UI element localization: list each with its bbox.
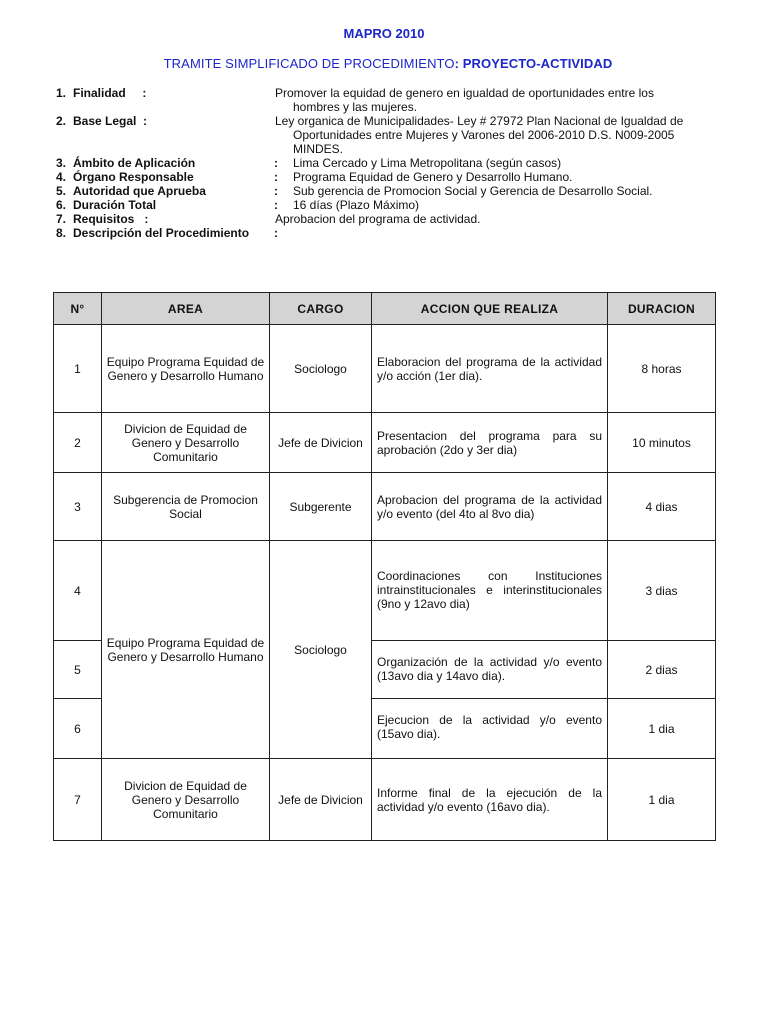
subtitle-colon: : — [454, 56, 460, 71]
row-cargo: Sociologo — [270, 325, 372, 413]
info-row-finalidad — [56, 86, 696, 114]
row-duracion: 1 dia — [608, 699, 716, 759]
header-cargo: CARGO — [270, 293, 372, 325]
row-number: 1 — [54, 325, 102, 413]
document-title: MAPRO 2010 — [343, 26, 425, 41]
info-label: Descripción del Procedimiento — [73, 226, 250, 240]
row-area: Subgerencia de Promocion Social — [102, 473, 270, 541]
row-cargo: Sociologo — [270, 541, 372, 759]
info-number: 2. — [56, 114, 67, 128]
row-area: Divicion de Equidad de Genero y Desarrollo Comunitario — [102, 413, 270, 473]
info-colon: : — [274, 156, 278, 170]
info-number: 5. — [56, 184, 67, 198]
row-area: Equipo Programa Equidad de Genero y Desarrollo Humano — [102, 541, 270, 759]
row-number: 4 — [54, 541, 102, 641]
row-area: Divicion de Equidad de Genero y Desarrollo Comunitario — [102, 759, 270, 841]
row-accion: Presentacion del programa para su aprobación (2do y 3er dia) — [372, 413, 608, 473]
info-label: Finalidad : — [73, 86, 147, 100]
subtitle-prefix: TRAMITE SIMPLIFICADO DE PROCEDIMIENTO — [163, 56, 455, 71]
row-number: 5 — [54, 641, 102, 699]
row-number: 7 — [54, 759, 102, 841]
info-number: 3. — [56, 156, 67, 170]
row-accion: Aprobacion del programa de la actividad y/o evento (del 4to al 8vo dia) — [372, 473, 608, 541]
row-number: 3 — [54, 473, 102, 541]
info-label: Órgano Responsable — [73, 170, 194, 184]
table-header-row — [54, 293, 716, 325]
table-row — [54, 759, 716, 841]
info-colon: : — [274, 170, 278, 184]
row-duracion: 3 dias — [608, 541, 716, 641]
info-number: 1. — [56, 86, 67, 100]
info-value: Ley organica de Municipalidades- Ley # 27972 Plan Nacional de Igualdad de Oportunidades entre Mujeres y Varones del 2006-2010 D.S. N009-2005 MINDES. — [275, 114, 684, 156]
info-row-base-legal — [56, 114, 696, 156]
header-number: N° — [54, 293, 102, 325]
info-row-ambito — [56, 156, 696, 170]
table-row — [54, 473, 716, 541]
info-value: Aprobacion del programa de actividad. — [275, 212, 481, 226]
row-cargo: Jefe de Divicion — [270, 413, 372, 473]
header-area: AREA — [102, 293, 270, 325]
info-number: 6. — [56, 198, 67, 212]
row-duracion: 1 dia — [608, 759, 716, 841]
row-accion: Ejecucion de la actividad y/o evento (15avo dia). — [372, 699, 608, 759]
row-duracion: 10 minutos — [608, 413, 716, 473]
info-label: Requisitos : — [73, 212, 149, 226]
info-value: 16 días (Plazo Máximo) — [293, 198, 420, 212]
info-colon: : — [274, 226, 278, 240]
table-row — [54, 413, 716, 473]
row-area: Equipo Programa Equidad de Genero y Desarrollo Humano — [102, 325, 270, 413]
row-accion: Coordinaciones con Instituciones intrainstitucionales e interinstitucionales (9no y 12avo dia) — [372, 541, 608, 641]
table-row — [54, 325, 716, 413]
row-number: 6 — [54, 699, 102, 759]
row-duracion: 2 dias — [608, 641, 716, 699]
document-subtitle — [0, 56, 768, 71]
row-duracion: 8 horas — [608, 325, 716, 413]
info-label: Duración Total — [73, 198, 157, 212]
row-duracion: 4 dias — [608, 473, 716, 541]
row-accion: Informe final de la ejecución de la actividad y/o evento (16avo dia). — [372, 759, 608, 841]
table-row — [54, 541, 716, 641]
info-number: 4. — [56, 170, 67, 184]
header-duracion: DURACION — [608, 293, 716, 325]
row-number: 2 — [54, 413, 102, 473]
row-cargo: Jefe de Divicion — [270, 759, 372, 841]
info-row-organo — [56, 170, 696, 184]
info-label: Autoridad que Aprueba — [73, 184, 206, 198]
info-number: 7. — [56, 212, 67, 226]
info-value: Lima Cercado y Lima Metropolitana (según casos) — [293, 156, 562, 170]
info-value: Programa Equidad de Genero y Desarrollo Humano. — [293, 170, 573, 184]
row-accion: Organización de la actividad y/o evento (13avo dia y 14avo dia). — [372, 641, 608, 699]
row-accion: Elaboracion del programa de la actividad y/o acción (1er dia). — [372, 325, 608, 413]
info-label: Base Legal : — [73, 114, 148, 128]
procedure-table — [53, 292, 716, 841]
procedure-info — [56, 86, 696, 240]
info-value: Sub gerencia de Promocion Social y Gerencia de Desarrollo Social. — [293, 184, 653, 198]
info-value: Promover la equidad de genero en igualdad de oportunidades entre los hombres y las mujeres. — [275, 86, 654, 114]
row-cargo: Subgerente — [270, 473, 372, 541]
header-accion: ACCION QUE REALIZA — [372, 293, 608, 325]
info-number: 8. — [56, 226, 67, 240]
info-colon: : — [274, 184, 278, 198]
info-colon: : — [274, 198, 278, 212]
info-row-duracion — [56, 198, 696, 212]
info-row-requisitos — [56, 212, 696, 226]
info-row-autoridad — [56, 184, 696, 198]
info-label: Ámbito de Aplicación — [73, 156, 196, 170]
subtitle-strong: PROYECTO-ACTIVIDAD — [462, 56, 613, 71]
